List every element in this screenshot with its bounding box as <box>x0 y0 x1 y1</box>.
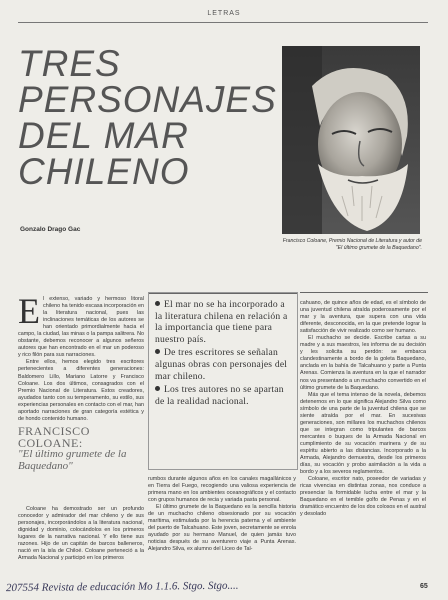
paragraph: Entre ellos, hemos elegido tres escritores pertenecientes a diferentes generaciones: Baldomero Lillo, Mariano Latorre y Francisco Coloane. Los dos últimos, consagrados con el Premio Nacional de Literatura. Estos creadores, ayudados tanto con su temperamento, su estilo, sus experiencias personales en contacto con el mar, han aportado narraciones de gran categoría estética y de hondo contenido humano. <box>18 359 144 422</box>
paragraph: rumbos durante algunos años en los canales magallánicos y en Tierra del Fuego, recogiendo una valiosa experiencia de primera mano en los ambientes oceanográficos y el contacto con grupos humanos de recia y variada pasta personal. <box>148 476 296 504</box>
subhead-title: "El último grumete de la Baquedano" <box>18 448 127 472</box>
page-number: 65 <box>420 583 428 590</box>
paragraph: El muchacho se decide. Escribe cartas a su madre y a sus maestros, les informa de su decisión y les solicita su perdón: se embarca clandestinamente a bordo de la goleta Baquedano, anclada en la bahía de Talcahuano y parte a Punta Arenas. Comienza la aventura en la que el narrador nos va presentando a un muchacho convertido en el último grumete de la Baquedano. <box>300 335 426 391</box>
pull-quote-text: De tres escritores se señalan algunas obras con personajes del mar chileno. <box>155 347 288 382</box>
paragraph: Coloane ha demostrado ser un profundo conocedor y admirador del mar chileno y de sus personajes, incorporándolos a la literatura nacional, dignidad y dominio, colocándolos en los primeros lugares de la narrativa nacional. Y ello tiene sus razones. Hijo de un capitán de barcos balleneros, nació en la isla de Chiloé. Coloane perteneció a la Armada Nacional y participó en los primeros <box>18 506 144 562</box>
bullet-icon <box>155 301 160 306</box>
pull-quote-item <box>155 347 291 382</box>
middle-column <box>148 476 296 554</box>
photo-caption: Francisco Coloane, Premio Nacional de Literatura y autor de "El último grumete de la Baquedano". <box>282 238 422 251</box>
drop-cap: E <box>18 291 40 331</box>
byline: Gonzalo Drago Gac <box>20 226 81 233</box>
pull-quote-box <box>148 292 298 470</box>
paragraph: cahuano, de quince años de edad, es el símbolo de una juventud chilena atraída poderosamente por el mar y la aventura, que supera con una vida diferente, desconocida, en la que pretende lograr la satisfacción de vivir realizado como ser humano. <box>300 300 426 335</box>
title-line: PERSONAJES <box>18 79 277 120</box>
pull-quote-rule <box>149 293 297 294</box>
bullet-icon <box>155 349 160 354</box>
article-title <box>18 43 278 192</box>
title-line: TRES <box>18 43 121 84</box>
title-line: DEL MAR <box>18 115 189 156</box>
top-rule <box>18 22 428 23</box>
bullet-icon <box>155 386 160 391</box>
pull-quote-text: El mar no se ha incorporado a la literatura chilena en relación a la importancia que tiene para nuestro país. <box>155 299 288 345</box>
paragraph: El último grumete de la Baquedano es la sencilla historia de un muchacho chileno obsesionado por su vocación marítima, estimulada por la herencia paterna y el ambiente del puerto de Talcahuano. Este joven, secretamente se enrola ayudado por su hermano Manuel, de quien jamás tuvo noticias después de su aventurero viaje a Punta Arenas. Alejandro Silva, ex alumno del Liceo de Tal- <box>148 504 296 553</box>
right-column <box>300 300 426 518</box>
author-photo <box>282 46 420 234</box>
handwritten-annotation: 207554 Revista de educación Mo 1.1.6. Stgo. Stgo.... <box>5 579 239 595</box>
pull-quote-text: Los tres autores no se apartan de la realidad nacional. <box>155 384 284 407</box>
column-rule <box>300 292 428 293</box>
pull-quote-item <box>155 384 291 407</box>
title-line: CHILENO <box>18 151 190 192</box>
pull-quote-item <box>155 299 291 345</box>
subhead-name: FRANCISCO COLOANE: <box>18 424 90 450</box>
paragraph: Coloane, escritor nato, poseedor de variadas y ricas vivencias en distintas zonas, nos conduce a presenciar la formidable lucha entre el mar y la Baquedano en el temible golfo de Penas y en el dramático encuentro de los dos colosos en el austral y desolado <box>300 476 426 518</box>
left-column-lower <box>18 506 144 562</box>
section-label: LETRAS <box>207 10 241 17</box>
left-column <box>18 291 144 423</box>
section-subhead <box>18 426 146 472</box>
paragraph: l extenso, variado y hermoso litoral chileno ha tenido escasa incorporación en la literatura nacional, pues las inclinaciones temáticas de los autores se han orientado primordialmente hacia el campo, la ciudad, las minas o la pampa salitrera. No obstante, debemos reconocer a algunos señeros autores que han encontrado en el mar un poderoso y rico filón para sus narraciones. <box>18 296 144 359</box>
paragraph: Más que el tema intenso de la novela, debemos detenernos en lo que significa Alejandro Silva como símbolo de una parte de la juventud chilena que se siente atraída por el mar. En sucesivas generaciones, son millares los muchachos chilenos que se integran como tripulantes de barcos mercantes o buques de la Armada Nacional en cumplimiento de su vocación marinera y de su espíritu abierto a las distancias. Incorporado a la Armada, Alejandro demuestra, desde los primeros días, su vocación y probo asimilación a la vida a bordo y a los severos reglamentos. <box>300 391 426 476</box>
